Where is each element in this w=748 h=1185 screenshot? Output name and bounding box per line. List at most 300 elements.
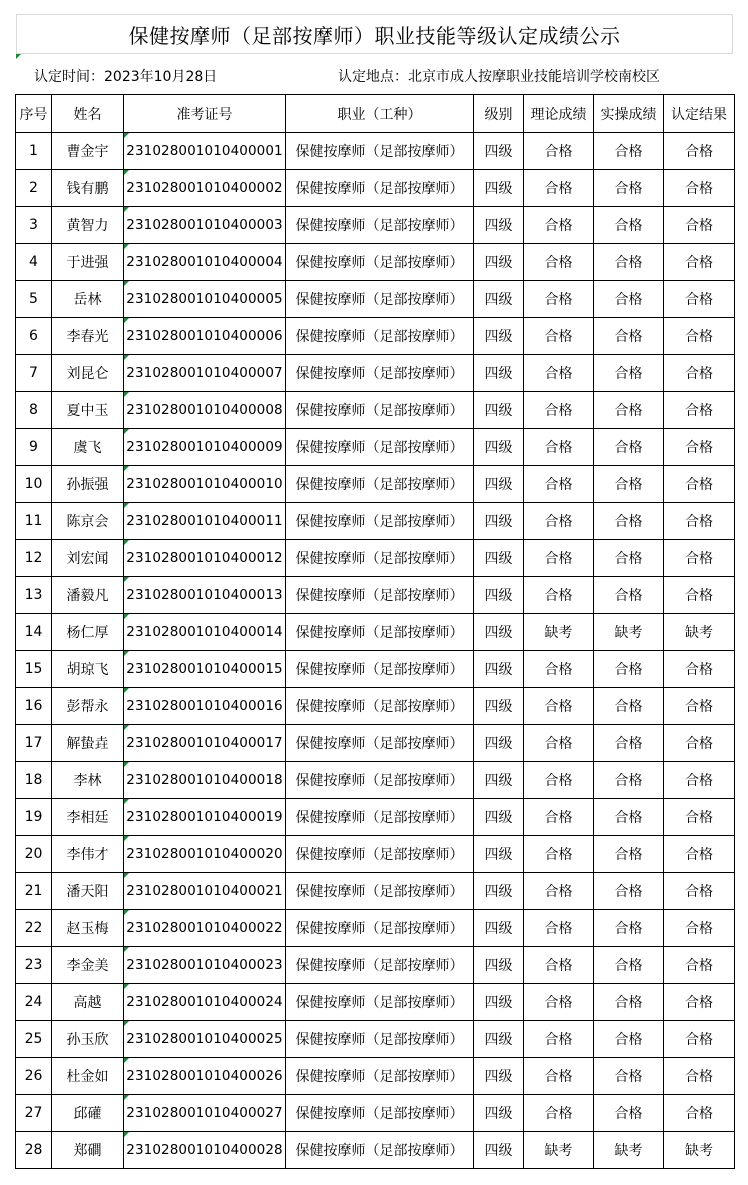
cell-marker-icon [124,1021,129,1026]
theory-score: 合格 [524,984,594,1021]
table-row [16,466,735,503]
table-row [16,947,735,984]
row-number: 24 [16,984,52,1021]
job-type: 保健按摩师（足部按摩师） [286,577,474,614]
practice-score: 合格 [594,725,664,762]
result: 合格 [664,1058,735,1095]
exam-location: 认定地点：北京市成人按摩职业技能培训学校南校区 [338,69,660,85]
cell-marker-icon [124,503,129,508]
practice-score: 合格 [594,244,664,281]
cert-number [124,1095,286,1132]
cert-number [124,133,286,170]
cert-number-text: 231028001010400003 [126,217,283,233]
student-name: 李金美 [52,947,124,984]
cell-marker-icon [124,577,129,582]
table-row [16,1058,735,1095]
student-name: 钱有鹏 [52,170,124,207]
row-number: 28 [16,1132,52,1169]
student-name: 杨仁厚 [52,614,124,651]
cert-number-text: 231028001010400027 [126,1105,283,1121]
level: 四级 [474,244,524,281]
level: 四级 [474,1058,524,1095]
job-type: 保健按摩师（足部按摩师） [286,1132,474,1169]
cert-number [124,799,286,836]
header-row [16,95,735,133]
row-number: 13 [16,577,52,614]
student-name: 刘宏闻 [52,540,124,577]
cell-marker-icon [124,873,129,878]
job-type: 保健按摩师（足部按摩师） [286,688,474,725]
result: 合格 [664,133,735,170]
result: 合格 [664,762,735,799]
result: 合格 [664,651,735,688]
cert-number-text: 231028001010400006 [126,328,283,344]
cert-number [124,1021,286,1058]
col-header-no: 序号 [16,95,52,133]
job-type: 保健按摩师（足部按摩师） [286,725,474,762]
level: 四级 [474,873,524,910]
table-row [16,281,735,318]
job-type: 保健按摩师（足部按摩师） [286,836,474,873]
level: 四级 [474,762,524,799]
row-number: 9 [16,429,52,466]
col-header-practice: 实操成绩 [594,95,664,133]
practice-score: 合格 [594,503,664,540]
theory-score: 合格 [524,466,594,503]
cert-number [124,170,286,207]
practice-score: 合格 [594,873,664,910]
table-row [16,688,735,725]
result: 合格 [664,318,735,355]
cert-number-text: 231028001010400007 [126,365,283,381]
cert-number-text: 231028001010400005 [126,291,283,307]
row-number: 3 [16,207,52,244]
level: 四级 [474,614,524,651]
job-type: 保健按摩师（足部按摩师） [286,281,474,318]
table-row [16,170,735,207]
cell-marker-icon [124,799,129,804]
job-type: 保健按摩师（足部按摩师） [286,762,474,799]
cert-number [124,207,286,244]
col-header-job: 职业（工种） [286,95,474,133]
cert-number [124,910,286,947]
level: 四级 [474,688,524,725]
level: 四级 [474,799,524,836]
level: 四级 [474,429,524,466]
job-type: 保健按摩师（足部按摩师） [286,614,474,651]
table-row [16,318,735,355]
job-type: 保健按摩师（足部按摩师） [286,1021,474,1058]
level: 四级 [474,540,524,577]
cell-marker-icon [124,984,129,989]
job-type: 保健按摩师（足部按摩师） [286,947,474,984]
cert-number-text: 231028001010400016 [126,698,283,714]
cert-number-text: 231028001010400009 [126,439,283,455]
table-row [16,910,735,947]
theory-score: 合格 [524,725,594,762]
level: 四级 [474,836,524,873]
job-type: 保健按摩师（足部按摩师） [286,429,474,466]
student-name: 潘毅凡 [52,577,124,614]
level: 四级 [474,466,524,503]
student-name: 黄智力 [52,207,124,244]
practice-score: 合格 [594,799,664,836]
cell-marker-icon [124,170,129,175]
theory-score: 缺考 [524,1132,594,1169]
result: 合格 [664,503,735,540]
result: 合格 [664,207,735,244]
cell-marker-icon [124,540,129,545]
info-bar [16,54,733,94]
cell-marker-icon [124,1058,129,1063]
cell-marker-icon [124,836,129,841]
row-number: 11 [16,503,52,540]
row-number: 19 [16,799,52,836]
result: 合格 [664,577,735,614]
cert-number-text: 231028001010400019 [126,809,283,825]
row-number: 4 [16,244,52,281]
job-type: 保健按摩师（足部按摩师） [286,244,474,281]
level: 四级 [474,577,524,614]
result: 合格 [664,725,735,762]
student-name: 李伟才 [52,836,124,873]
result: 合格 [664,1095,735,1132]
practice-score: 合格 [594,466,664,503]
theory-score: 合格 [524,318,594,355]
practice-score: 合格 [594,836,664,873]
theory-score: 合格 [524,429,594,466]
result: 合格 [664,1021,735,1058]
cert-number [124,873,286,910]
table-row [16,1021,735,1058]
cell-marker-icon [124,392,129,397]
cert-number-text: 231028001010400008 [126,402,283,418]
practice-score: 合格 [594,1021,664,1058]
table-row [16,873,735,910]
job-type: 保健按摩师（足部按摩师） [286,873,474,910]
table-row [16,651,735,688]
theory-score: 合格 [524,540,594,577]
table-row [16,762,735,799]
job-type: 保健按摩师（足部按摩师） [286,355,474,392]
theory-score: 合格 [524,947,594,984]
row-number: 7 [16,355,52,392]
job-type: 保健按摩师（足部按摩师） [286,1058,474,1095]
table-row [16,984,735,1021]
practice-score: 合格 [594,984,664,1021]
job-type: 保健按摩师（足部按摩师） [286,207,474,244]
theory-score: 合格 [524,133,594,170]
cert-number [124,1132,286,1169]
practice-score: 合格 [594,762,664,799]
theory-score: 合格 [524,170,594,207]
student-name: 杜金如 [52,1058,124,1095]
theory-score: 合格 [524,762,594,799]
cert-number-text: 231028001010400017 [126,735,283,751]
theory-score: 合格 [524,392,594,429]
theory-score: 合格 [524,651,594,688]
table-row [16,503,735,540]
practice-score: 合格 [594,1095,664,1132]
theory-score: 合格 [524,688,594,725]
result: 合格 [664,244,735,281]
cell-marker-icon [124,947,129,952]
job-type: 保健按摩师（足部按摩师） [286,799,474,836]
cert-number-text: 231028001010400014 [126,624,283,640]
cert-number [124,281,286,318]
level: 四级 [474,984,524,1021]
row-number: 26 [16,1058,52,1095]
cert-number [124,651,286,688]
table-row [16,799,735,836]
cert-number-text: 231028001010400022 [126,920,283,936]
practice-score: 合格 [594,947,664,984]
cert-number-text: 231028001010400001 [126,143,283,159]
cert-number [124,1058,286,1095]
level: 四级 [474,207,524,244]
cell-marker-icon [124,244,129,249]
table-row [16,207,735,244]
cell-marker-icon [124,466,129,471]
row-number: 2 [16,170,52,207]
student-name: 夏中玉 [52,392,124,429]
student-name: 李春光 [52,318,124,355]
cert-number-text: 231028001010400012 [126,550,283,566]
cert-number [124,614,286,651]
student-name: 李林 [52,762,124,799]
row-number: 20 [16,836,52,873]
cert-number-text: 231028001010400010 [126,476,283,492]
level: 四级 [474,725,524,762]
col-header-name: 姓名 [52,95,124,133]
result: 合格 [664,170,735,207]
practice-score: 合格 [594,318,664,355]
job-type: 保健按摩师（足部按摩师） [286,466,474,503]
practice-score: 缺考 [594,1132,664,1169]
cert-number [124,984,286,1021]
student-name: 刘昆仑 [52,355,124,392]
student-name: 李相廷 [52,799,124,836]
cert-number [124,947,286,984]
cell-marker-icon [124,725,129,730]
row-number: 25 [16,1021,52,1058]
level: 四级 [474,1021,524,1058]
row-number: 22 [16,910,52,947]
student-name: 于进强 [52,244,124,281]
student-name: 高越 [52,984,124,1021]
student-name: 曹金宇 [52,133,124,170]
level: 四级 [474,910,524,947]
cert-number-text: 231028001010400020 [126,846,283,862]
practice-score: 合格 [594,540,664,577]
cert-number [124,577,286,614]
row-number: 21 [16,873,52,910]
result: 合格 [664,799,735,836]
cell-marker-icon [124,910,129,915]
theory-score: 缺考 [524,614,594,651]
table-row [16,1095,735,1132]
practice-score: 合格 [594,577,664,614]
col-header-cert: 准考证号 [124,95,286,133]
job-type: 保健按摩师（足部按摩师） [286,392,474,429]
cert-number [124,725,286,762]
result: 合格 [664,540,735,577]
job-type: 保健按摩师（足部按摩师） [286,540,474,577]
job-type: 保健按摩师（足部按摩师） [286,910,474,947]
result: 合格 [664,355,735,392]
student-name: 赵玉梅 [52,910,124,947]
theory-score: 合格 [524,799,594,836]
row-number: 23 [16,947,52,984]
job-type: 保健按摩师（足部按摩师） [286,1095,474,1132]
level: 四级 [474,170,524,207]
cert-number [124,429,286,466]
cell-marker-icon [124,429,129,434]
student-name: 陈京会 [52,503,124,540]
table-row [16,355,735,392]
level: 四级 [474,503,524,540]
result: 合格 [664,281,735,318]
result: 合格 [664,466,735,503]
practice-score: 合格 [594,688,664,725]
table-row [16,392,735,429]
theory-score: 合格 [524,910,594,947]
practice-score: 合格 [594,1058,664,1095]
theory-score: 合格 [524,1095,594,1132]
table-row [16,577,735,614]
table-row [16,614,735,651]
student-name: 岳林 [52,281,124,318]
theory-score: 合格 [524,503,594,540]
table-row [16,244,735,281]
job-type: 保健按摩师（足部按摩师） [286,318,474,355]
cert-number [124,355,286,392]
row-number: 5 [16,281,52,318]
level: 四级 [474,651,524,688]
result: 合格 [664,429,735,466]
practice-score: 合格 [594,281,664,318]
cert-number-text: 231028001010400028 [126,1142,283,1158]
practice-score: 合格 [594,355,664,392]
level: 四级 [474,947,524,984]
row-number: 8 [16,392,52,429]
practice-score: 合格 [594,170,664,207]
table-row [16,836,735,873]
result: 合格 [664,688,735,725]
theory-score: 合格 [524,244,594,281]
theory-score: 合格 [524,1021,594,1058]
row-number: 10 [16,466,52,503]
level: 四级 [474,355,524,392]
cert-number-text: 231028001010400023 [126,957,283,973]
exam-date: 认定时间：2023年10月28日 [34,69,218,85]
theory-score: 合格 [524,207,594,244]
student-name: 虞飞 [52,429,124,466]
theory-score: 合格 [524,355,594,392]
practice-score: 合格 [594,429,664,466]
cell-marker-icon [124,1132,129,1137]
student-name: 孙玉欣 [52,1021,124,1058]
student-name: 孙振强 [52,466,124,503]
cell-marker-icon [124,762,129,767]
student-name: 彭帮永 [52,688,124,725]
job-type: 保健按摩师（足部按摩师） [286,170,474,207]
cert-number [124,392,286,429]
practice-score: 缺考 [594,614,664,651]
job-type: 保健按摩师（足部按摩师） [286,651,474,688]
cert-number-text: 231028001010400011 [126,513,283,529]
job-type: 保健按摩师（足部按摩师） [286,503,474,540]
cert-number-text: 231028001010400013 [126,587,283,603]
row-number: 16 [16,688,52,725]
result: 合格 [664,836,735,873]
row-number: 12 [16,540,52,577]
cell-marker-icon [124,651,129,656]
cert-number [124,466,286,503]
practice-score: 合格 [594,651,664,688]
cell-marker-icon [124,281,129,286]
cert-number-text: 231028001010400025 [126,1031,283,1047]
student-name: 潘天阳 [52,873,124,910]
cert-number [124,540,286,577]
practice-score: 合格 [594,207,664,244]
cert-number-text: 231028001010400004 [126,254,283,270]
cell-marker-icon [124,133,129,138]
cell-marker-icon [124,355,129,360]
level: 四级 [474,281,524,318]
practice-score: 合格 [594,910,664,947]
table-row [16,133,735,170]
results-table [15,94,735,1169]
result: 合格 [664,873,735,910]
student-name: 解蛰垚 [52,725,124,762]
cert-number [124,762,286,799]
result: 合格 [664,984,735,1021]
page-title: 保健按摩师（足部按摩师）职业技能等级认定成绩公示 [16,14,733,54]
job-type: 保健按摩师（足部按摩师） [286,984,474,1021]
row-number: 18 [16,762,52,799]
theory-score: 合格 [524,281,594,318]
cert-number-text: 231028001010400024 [126,994,283,1010]
col-header-level: 级别 [474,95,524,133]
level: 四级 [474,392,524,429]
level: 四级 [474,133,524,170]
row-number: 14 [16,614,52,651]
practice-score: 合格 [594,133,664,170]
row-number: 6 [16,318,52,355]
row-number: 15 [16,651,52,688]
cert-number [124,244,286,281]
practice-score: 合格 [594,392,664,429]
table-row [16,725,735,762]
level: 四级 [474,1095,524,1132]
table-row [16,1132,735,1169]
cert-number-text: 231028001010400026 [126,1068,283,1084]
cell-marker-icon [124,318,129,323]
student-name: 郑磵 [52,1132,124,1169]
cell-marker-icon [124,1095,129,1100]
result: 合格 [664,910,735,947]
result: 合格 [664,947,735,984]
cert-number-text: 231028001010400015 [126,661,283,677]
cell-marker-icon [124,207,129,212]
row-number: 17 [16,725,52,762]
cert-number [124,318,286,355]
cert-number [124,503,286,540]
theory-score: 合格 [524,1058,594,1095]
col-header-result: 认定结果 [664,95,735,133]
cell-marker-icon [124,688,129,693]
